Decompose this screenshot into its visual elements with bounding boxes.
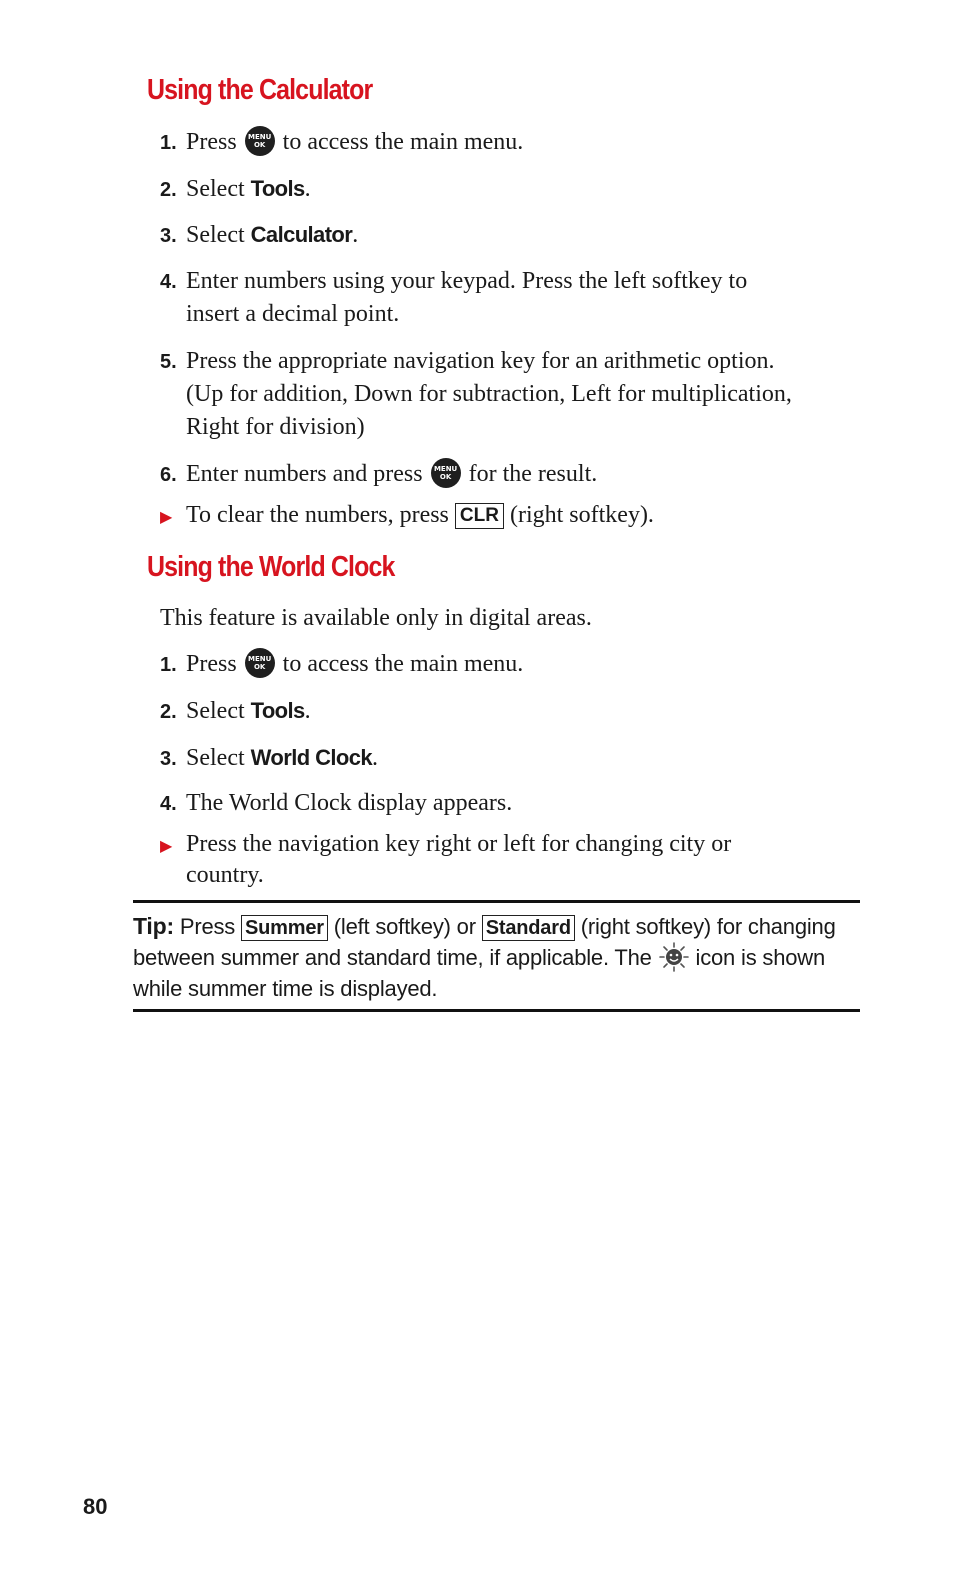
calc-step-4-cont [160, 298, 860, 331]
step-text-line: country. [186, 862, 264, 888]
step-text-line: Enter numbers using your keypad. Press the left softkey to [186, 268, 748, 294]
menu-term: Calculator [250, 222, 353, 247]
clr-softkey: CLR [455, 503, 504, 529]
menu-term: Tools [250, 698, 305, 723]
step-text: . [352, 222, 359, 248]
step-text-line: (Up for addition, Down for subtraction, Left for multiplication, [186, 381, 792, 407]
clock-step-4 [160, 787, 860, 821]
summer-softkey: Summer [241, 915, 328, 941]
standard-softkey: Standard [482, 915, 575, 941]
step-text-line: Right for division) [186, 414, 365, 440]
bullet-arrow-icon: ▶ [160, 838, 173, 855]
menu-term: Tools [250, 176, 305, 201]
step-text-line: Press the navigation key right or left for changing city or [186, 831, 732, 857]
step-number: 2. [160, 701, 177, 723]
step-text: to access the main menu. [276, 651, 524, 677]
step-number: 2. [160, 179, 177, 201]
calc-step-5 [160, 345, 860, 379]
step-text: Enter numbers and press [186, 461, 429, 487]
step-text: . [304, 698, 311, 724]
menu-ok-key-icon [245, 126, 275, 156]
key-label-top: MENU [248, 655, 272, 664]
step-number: 5. [160, 351, 177, 373]
step-text-line: Press the appropriate navigation key for an arithmetic option. [186, 348, 775, 374]
step-text: . [371, 745, 378, 771]
key-label-bottom: OK [253, 663, 266, 672]
step-number: 6. [160, 464, 177, 486]
step-number: 3. [160, 225, 177, 247]
world-clock-heading: Using the World Clock [147, 551, 395, 583]
step-number: 4. [160, 793, 177, 815]
step-text: Select [186, 176, 251, 202]
calculator-heading: Using the Calculator [147, 74, 373, 106]
tip-text-part: Press [173, 914, 241, 939]
clock-step-3 [160, 741, 860, 776]
step-text: to access the main menu. [276, 129, 524, 155]
page-number: 80 [83, 1494, 108, 1519]
calc-step-6 [160, 458, 860, 492]
tip-text-part: (right softkey) for changing [574, 914, 836, 939]
step-number: 1. [160, 654, 177, 676]
step-text: Select [186, 745, 251, 771]
key-label-bottom: OK [253, 141, 266, 150]
bullet-arrow-icon: ▶ [160, 509, 173, 526]
step-text: Select [186, 698, 251, 724]
step-text: for the result. [462, 461, 598, 487]
tip-text-part: while summer time is displayed. [133, 976, 438, 1001]
calc-step-4 [160, 265, 860, 299]
calc-step-1 [160, 126, 860, 160]
tip-text-part: between summer and standard time, if applicable. The [133, 945, 658, 970]
clock-bullet-cont [160, 859, 860, 892]
key-label-top: MENU [248, 133, 272, 142]
calc-step-3 [160, 218, 860, 253]
step-number: 4. [160, 271, 177, 293]
key-label-bottom: OK [439, 473, 452, 482]
calc-step-5-cont2 [160, 411, 860, 444]
tip-text [133, 911, 860, 1004]
clock-step-1 [160, 648, 860, 682]
calc-bullet [160, 499, 860, 534]
calc-step-5-cont [160, 378, 860, 411]
tip-text-part: icon is shown [689, 945, 826, 970]
step-number: 1. [160, 132, 177, 154]
world-clock-intro: This feature is available only in digital areas. [160, 605, 592, 631]
tip-box [133, 900, 860, 1012]
calc-step-2 [160, 172, 860, 207]
step-text: Press [186, 651, 243, 677]
step-number: 3. [160, 748, 177, 770]
step-text: To clear the numbers, press [186, 502, 455, 528]
sun-icon [658, 942, 690, 972]
menu-term: World Clock [250, 745, 372, 770]
step-text-line: insert a decimal point. [186, 301, 400, 327]
step-text: (right softkey). [503, 502, 654, 528]
step-text: . [304, 176, 311, 202]
step-text: Select [186, 222, 251, 248]
step-text: The World Clock display appears. [186, 790, 513, 816]
menu-ok-key-icon [245, 648, 275, 678]
clock-bullet [160, 828, 860, 863]
tip-text-part: (left softkey) or [327, 914, 482, 939]
tip-label: Tip: [133, 913, 174, 939]
step-text: Press [186, 129, 243, 155]
clock-step-2 [160, 694, 860, 729]
key-label-top: MENU [433, 465, 458, 474]
menu-ok-key-icon [431, 458, 461, 488]
